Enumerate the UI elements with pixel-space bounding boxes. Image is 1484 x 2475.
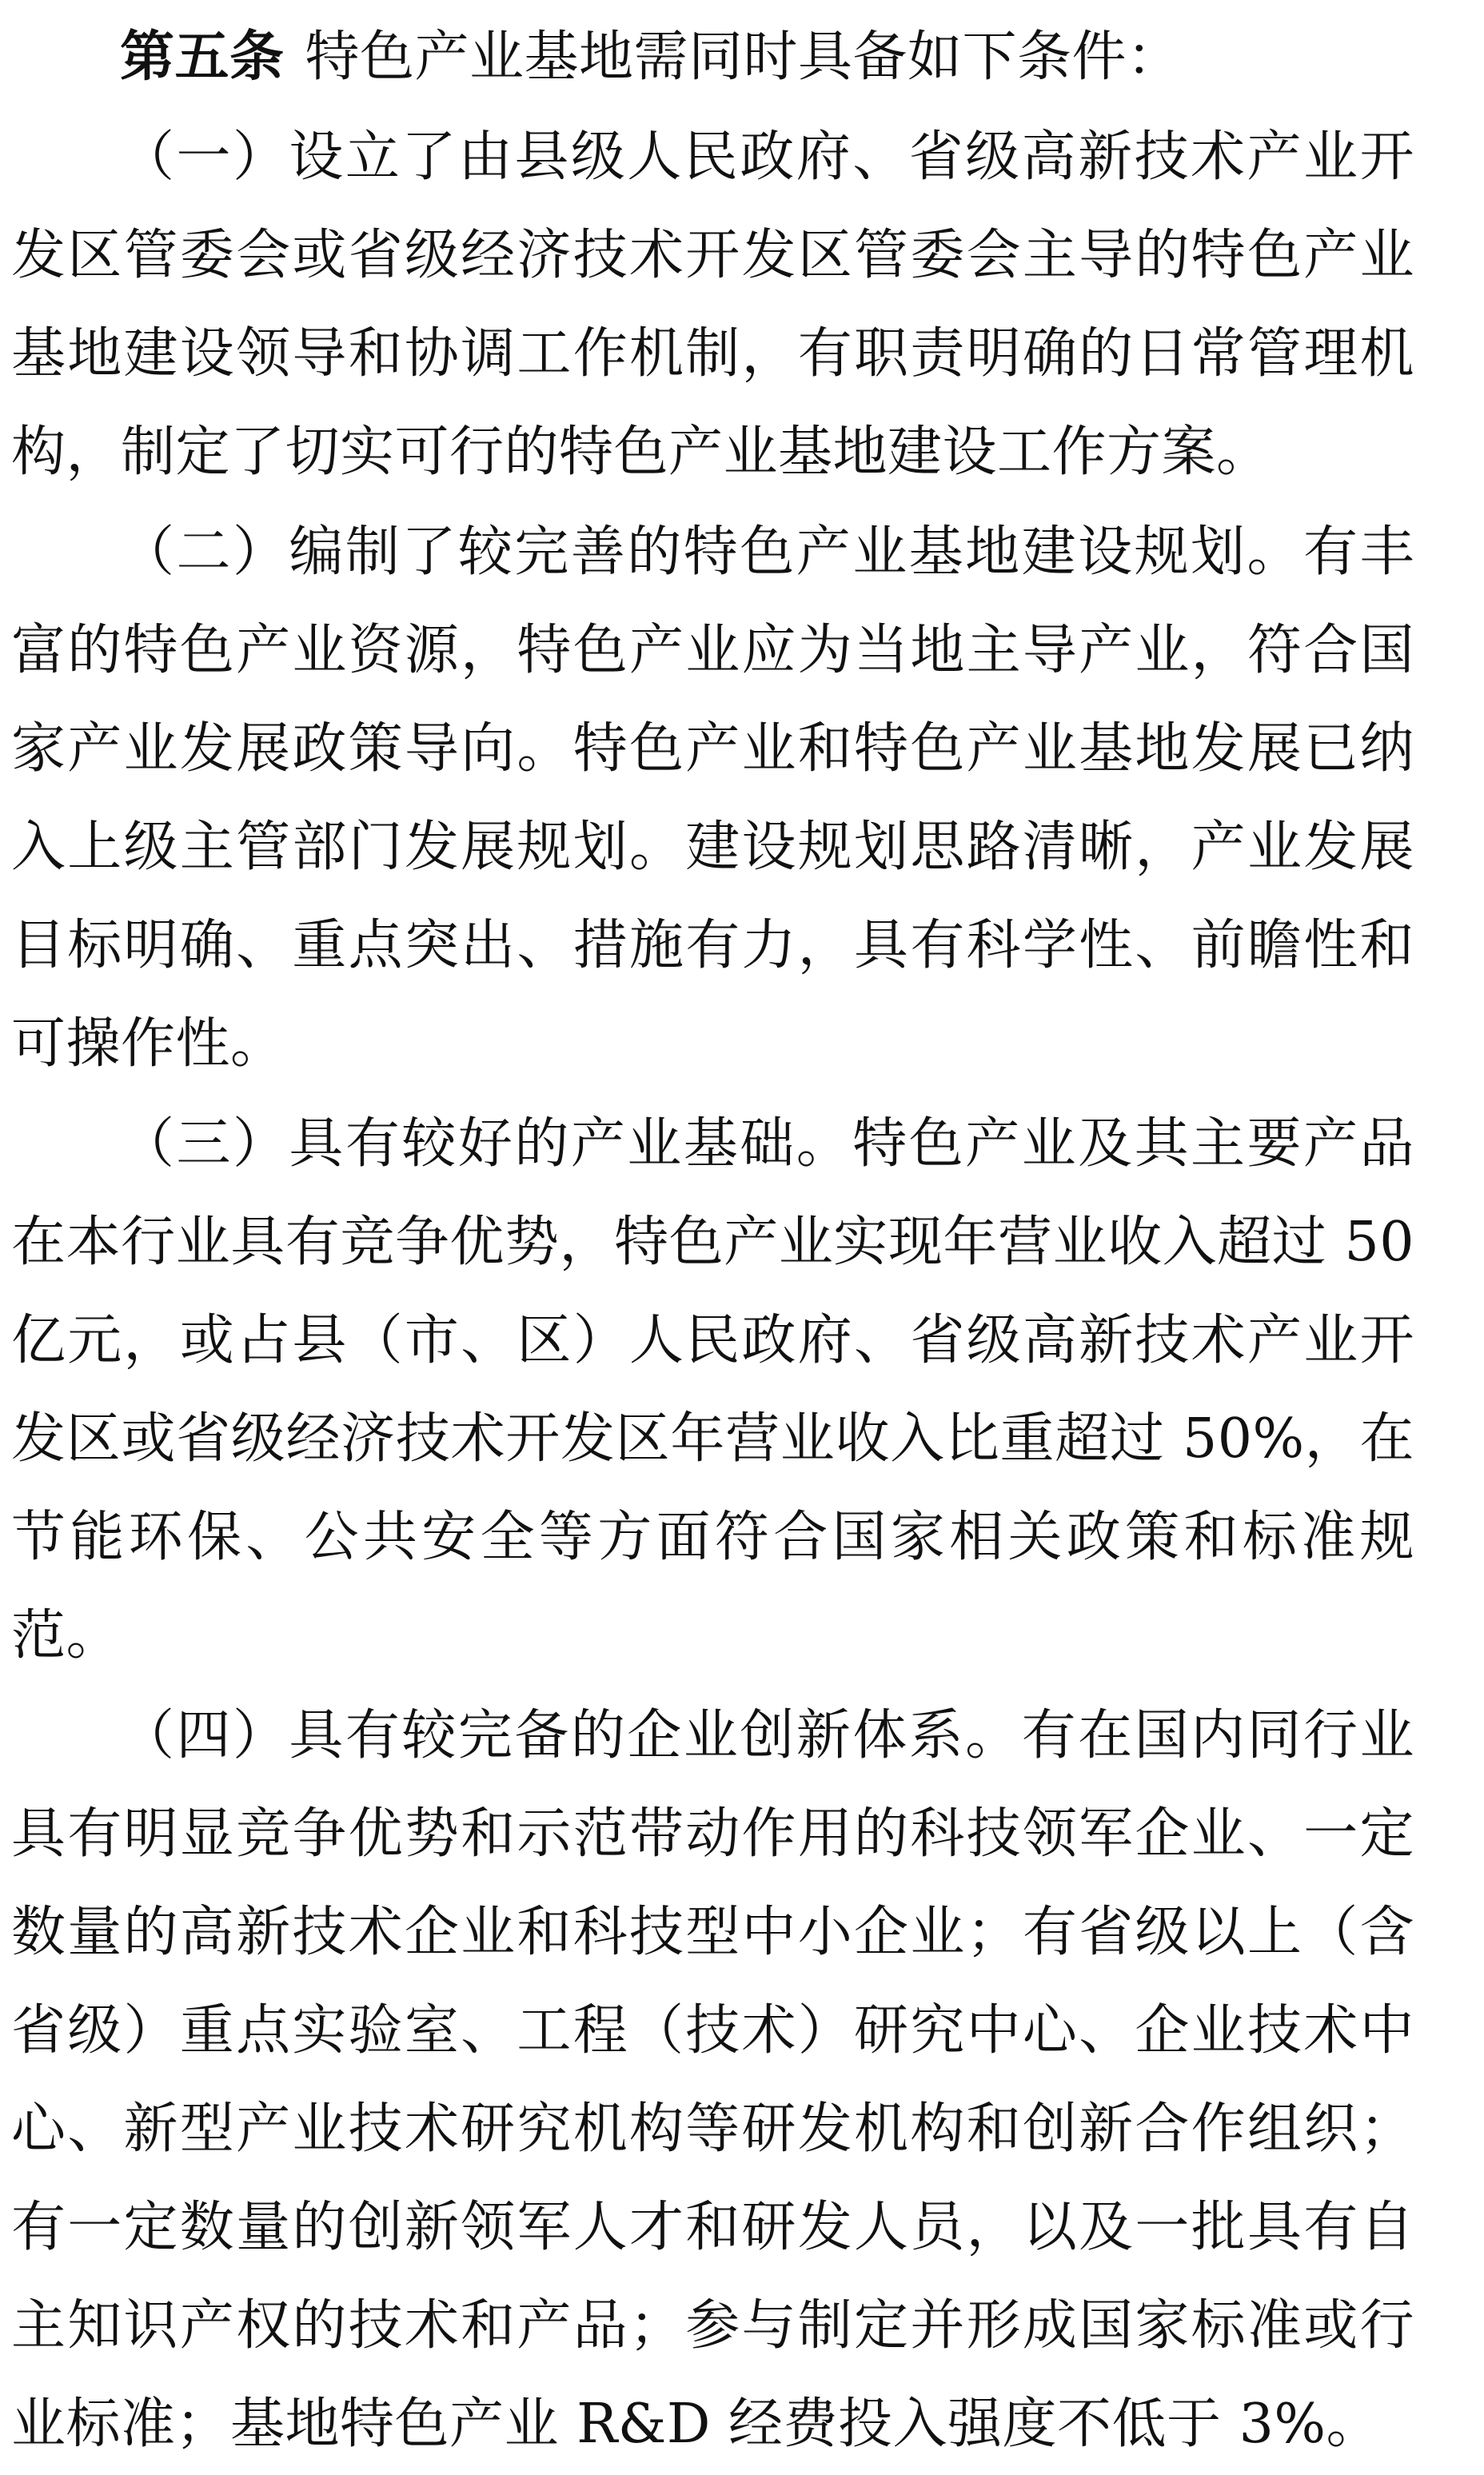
article-label: 第五条 bbox=[120, 26, 285, 89]
condition-paragraph-1: （一）设立了由县级人民政府、省级高新技术产业开发区管委会或省级经济技术开发区管委会主导的特色产业基地建设领导和协调工作机制，有职责明确的日常管理机构，制定了切实可行的特色产业基地建设工作方案。 bbox=[11, 126, 1414, 484]
article-lead-text: 特色产业基地需同时具备如下条件： bbox=[305, 26, 1182, 89]
article-heading-paragraph bbox=[11, 8, 1414, 106]
condition-paragraph-3: （三）具有较好的产业基础。特色产业及其主要产品在本行业具有竞争优势，特色产业实现年营业收入超过 50 亿元，或占县（市、区）人民政府、省级高新技术产业开发区或省级经济技术开发区年营业收入比重超过 50%，在节能环保、公共安全等方面符合国家相关政策和标准规范。 bbox=[11, 1112, 1414, 1667]
condition-paragraph-2: （二）编制了较完善的特色产业基地建设规划。有丰富的特色产业资源，特色产业应为当地主导产业，符合国家产业发展政策导向。特色产业和特色产业基地发展已纳入上级主管部门发展规划。建设规划思路清晰，产业发展目标明确、重点突出、措施有力，具有科学性、前瞻性和可操作性。 bbox=[11, 521, 1414, 1076]
condition-paragraph-4: （四）具有较完备的企业创新体系。有在国内同行业具有明显竞争优势和示范带动作用的科技领军企业、一定数量的高新技术企业和科技型中小企业；有省级以上（含省级）重点实验室、工程（技术）研究中心、企业技术中心、新型产业技术研究机构等研发机构和创新合作组织；有一定数量的创新领军人才和研发人员，以及一批具有自主知识产权的技术和产品；参与制定并形成国家标准或行业标准；基地特色产业 R&D 经费投入强度不低于 3%。 bbox=[11, 1704, 1414, 2456]
document-body bbox=[11, 8, 1414, 2475]
